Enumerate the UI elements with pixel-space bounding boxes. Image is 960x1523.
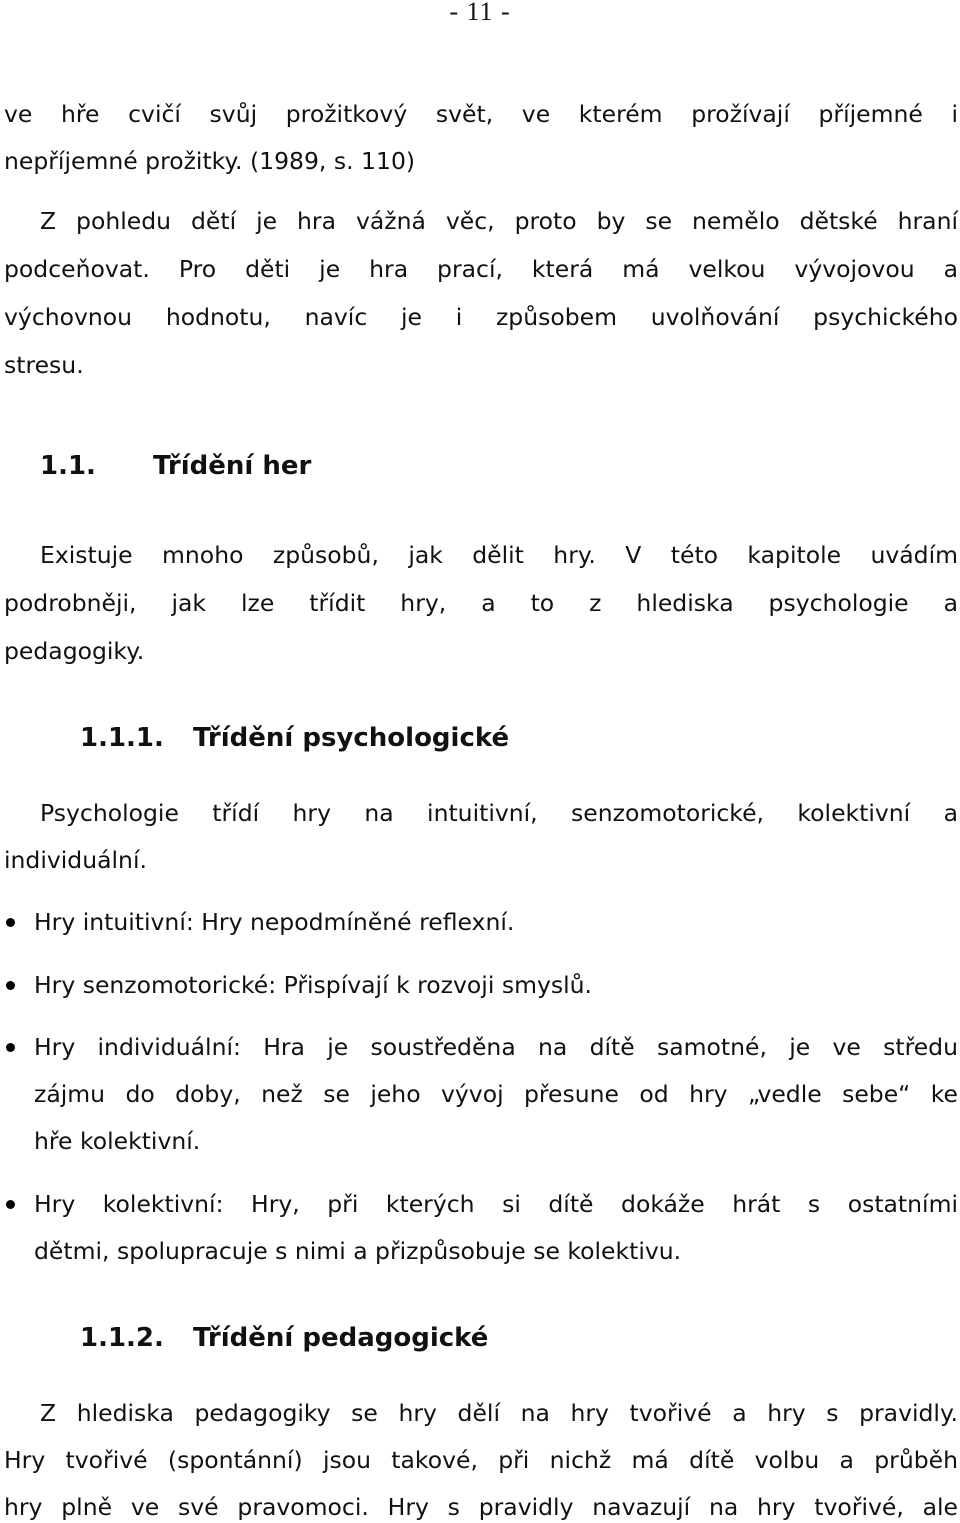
paragraph-line: podceňovat. Pro děti je hra prací, která má velkou vývojovou a (4, 255, 958, 283)
paragraph-line: pedagogiky. (4, 637, 145, 665)
bullet-dot (6, 918, 15, 927)
paragraph-line: nepříjemné prožitky. (1989, s. 110) (4, 147, 416, 175)
paragraph-line: Psychologie třídí hry na intuitivní, senzomotorické, kolektivní a (40, 799, 958, 827)
paragraph-line: individuální. (4, 846, 147, 874)
list-item-line: Hry individuální: Hra je soustředěna na dítě samotné, je ve středu (34, 1033, 958, 1061)
paragraph-line: podrobněji, jak lze třídit hry, a to z hlediska psychologie a (4, 589, 958, 617)
section-heading: Třídění her (153, 451, 312, 481)
bullet-dot (6, 1043, 15, 1052)
paragraph-line: stresu. (4, 351, 84, 379)
list-item-line: Hry intuitivní: Hry nepodmíněné reflexní. (34, 908, 515, 936)
page-number: - 11 - (449, 0, 511, 26)
paragraph-line: Hry tvořivé (spontánní) jsou takové, při nichž má dítě volbu a průběh (4, 1446, 958, 1474)
list-item-line: zájmu do doby, než se jeho vývoj přesune od hry „vedle sebe“ ke (34, 1080, 958, 1108)
subsection-heading: Třídění pedagogické (193, 1323, 489, 1353)
paragraph-line: výchovnou hodnotu, navíc je i způsobem uvolňování psychického (4, 303, 958, 331)
list-item-line: Hry kolektivní: Hry, při kterých si dítě dokáže hrát s ostatními (34, 1190, 958, 1218)
paragraph-line: Existuje mnoho způsobů, jak dělit hry. V této kapitole uvádím (40, 541, 958, 569)
paragraph-line: Z pohledu dětí je hra vážná věc, proto by se nemělo dětské hraní (40, 207, 958, 235)
paragraph-line: Z hlediska pedagogiky se hry dělí na hry tvořivé a hry s pravidly. (40, 1399, 958, 1427)
list-item-line: Hry senzomotorické: Přispívají k rozvoji smyslů. (34, 971, 593, 999)
bullet-dot (6, 1200, 15, 1209)
paragraph-line: ve hře cvičí svůj prožitkový svět, ve kterém prožívají příjemné i (4, 100, 958, 128)
section-number: 1.1. (40, 451, 96, 481)
bullet-dot (6, 981, 15, 990)
list-item-line: hře kolektivní. (34, 1127, 201, 1155)
subsection-number: 1.1.2. (80, 1323, 164, 1353)
subsection-number: 1.1.1. (80, 723, 164, 753)
subsection-heading: Třídění psychologické (193, 723, 510, 753)
list-item-line: dětmi, spolupracuje s nimi a přizpůsobuje se kolektivu. (34, 1237, 682, 1265)
paragraph-line: hry plně ve své pravomoci. Hry s pravidly navazují na hry tvořivé, ale (4, 1493, 958, 1521)
